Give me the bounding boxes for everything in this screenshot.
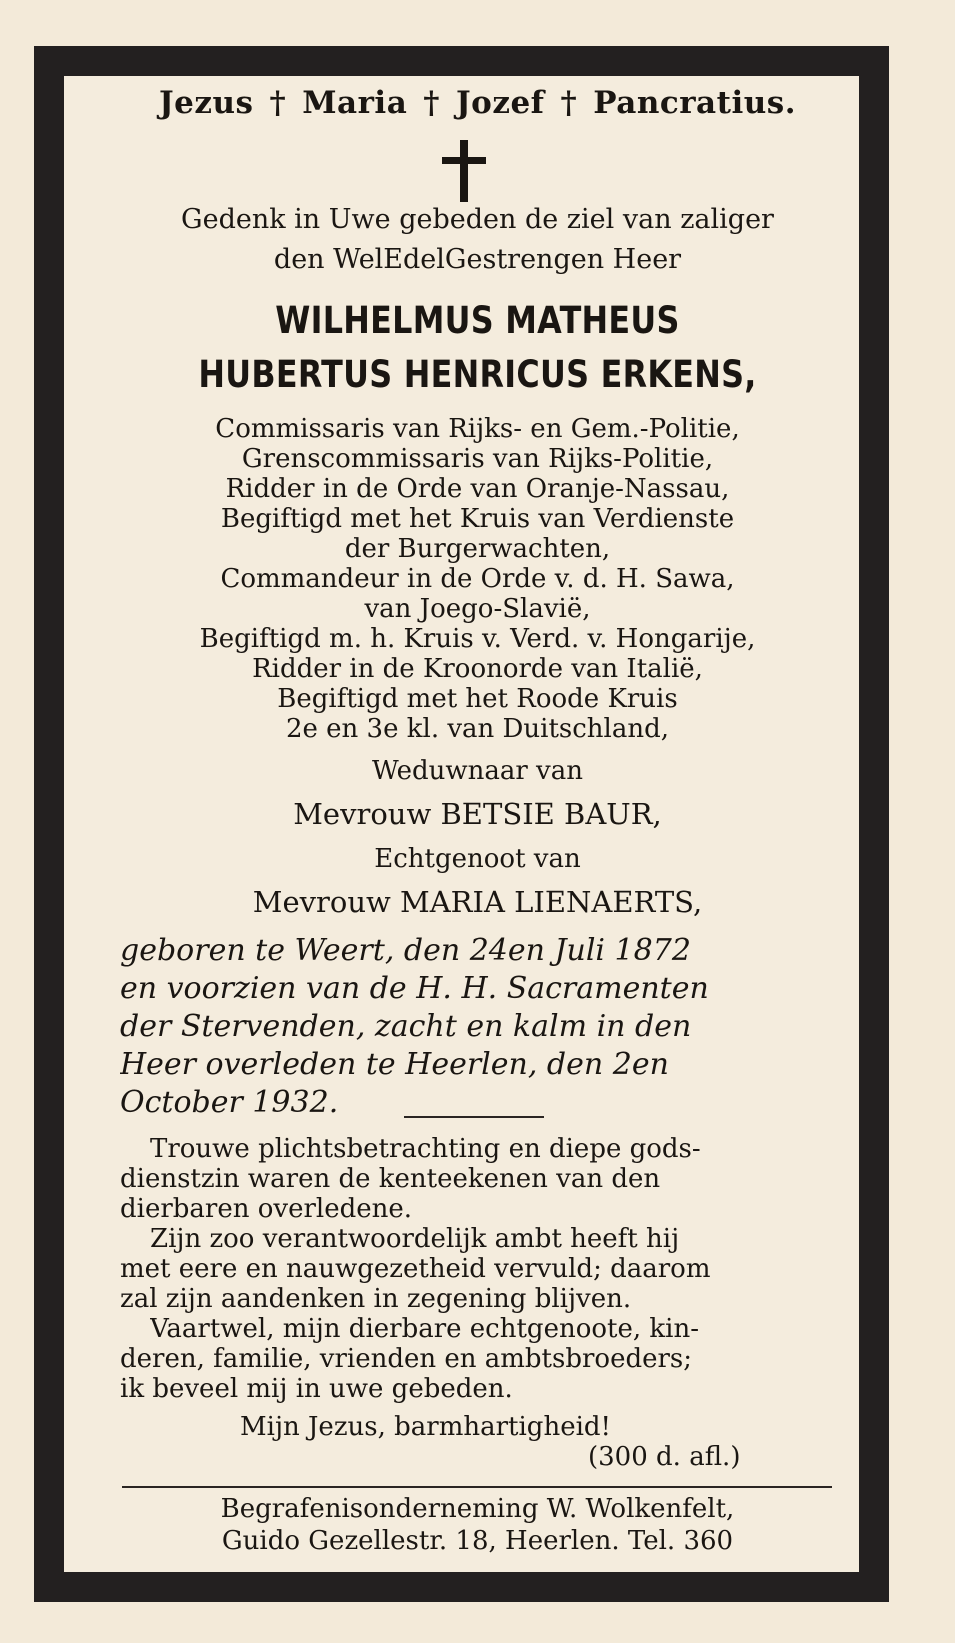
divider: [404, 1116, 544, 1118]
first-wife-name: Mevrouw BETSIE BAUR,: [293, 797, 662, 831]
indulgence-text: (300 d. afl.): [588, 1442, 741, 1472]
undertaker-line-2: Guido Gezellestr. 18, Heerlen. Tel. 360: [221, 1526, 734, 1556]
holy-name-jozef: Jozef: [456, 85, 545, 121]
memorial-text-line: Trouwe plichtsbetrachting en diepe gods-: [150, 1136, 701, 1164]
title-line: Ridder in de Orde van Oranje-Nassau,: [225, 474, 730, 504]
biography-line: der Stervenden, zacht en kalm in den: [120, 1012, 692, 1044]
footer-divider: [122, 1486, 832, 1488]
title-line: van Joego-Slavië,: [364, 594, 591, 624]
second-wife-name: Mevrouw MARIA LIENAERTS,: [252, 885, 703, 919]
intro-line-1: Gedenk in Uwe gebeden de ziel van zaliger: [181, 204, 774, 235]
memorial-text-line: dienstzin waren de kenteekenen van den: [120, 1166, 661, 1194]
holy-names-line: [0, 85, 955, 121]
biography-line: geboren te Weert, den 24en Juli 1872: [120, 936, 691, 968]
memorial-text-line: dierbaren overledene.: [120, 1194, 413, 1224]
holy-name-maria: Maria: [302, 85, 408, 121]
title-line: Commandeur in de Orde v. d. H. Sawa,: [220, 564, 735, 594]
memorial-text-line: zal zijn aandenken in zegening blijven.: [120, 1284, 632, 1314]
title-line: 2e en 3e kl. van Duitschland,: [285, 714, 670, 744]
memorial-text-line: met eere en nauwgezetheid vervuld; daarom: [120, 1256, 711, 1284]
holy-name-pancratius: Pancratius.: [593, 85, 797, 121]
title-line: Grenscommissaris van Rijks-Politie,: [241, 444, 714, 474]
intro-line-2: den WelEdelGestrengen Heer: [273, 244, 682, 275]
title-line: Commissaris van Rijks- en Gem.-Politie,: [215, 414, 740, 444]
title-line: Begiftigd met het Kruis van Verdienste: [220, 504, 735, 534]
deceased-name-line-2: HUBERTUS HENRICUS ERKENS,: [198, 353, 757, 396]
memorial-text-line: Zijn zoo verantwoordelijk ambt heeft hij: [150, 1226, 680, 1254]
husband-label: Echtgenoot van: [374, 844, 581, 874]
title-line: Ridder in de Kroonorde van Italië,: [252, 654, 703, 684]
memorial-text-line: deren, familie, vrienden en ambtsbroeders;: [120, 1346, 693, 1374]
memorial-text-line: ik beveel mij in uwe gebeden.: [120, 1374, 513, 1404]
biography-line: Heer overleden te Heerlen, den 2en: [120, 1050, 669, 1082]
cross-separator-icon: †: [269, 85, 287, 121]
cross-icon: [442, 140, 486, 202]
prayer-text: Mijn Jezus, barmhartigheid!: [240, 1412, 611, 1442]
title-line: der Burgerwachten,: [344, 534, 611, 564]
title-line: Begiftigd met het Roode Kruis: [277, 684, 678, 714]
biography-line: October 1932.: [120, 1085, 339, 1120]
widower-label: Weduwnaar van: [371, 756, 583, 786]
cross-separator-icon: †: [423, 85, 441, 121]
holy-name-jezus: Jezus: [158, 85, 254, 121]
cross-separator-icon: †: [560, 85, 578, 121]
biography-line: en voorzien van de H. H. Sacramenten: [120, 974, 709, 1006]
deceased-name-line-1: WILHELMUS MATHEUS: [275, 299, 680, 342]
memorial-text-line: Vaartwel, mijn dierbare echtgenoote, kin-: [150, 1316, 699, 1344]
title-line: Begiftigd m. h. Kruis v. Verd. v. Hongarije,: [199, 624, 756, 654]
undertaker-line-1: Begrafenisonderneming W. Wolkenfelt,: [220, 1494, 735, 1524]
